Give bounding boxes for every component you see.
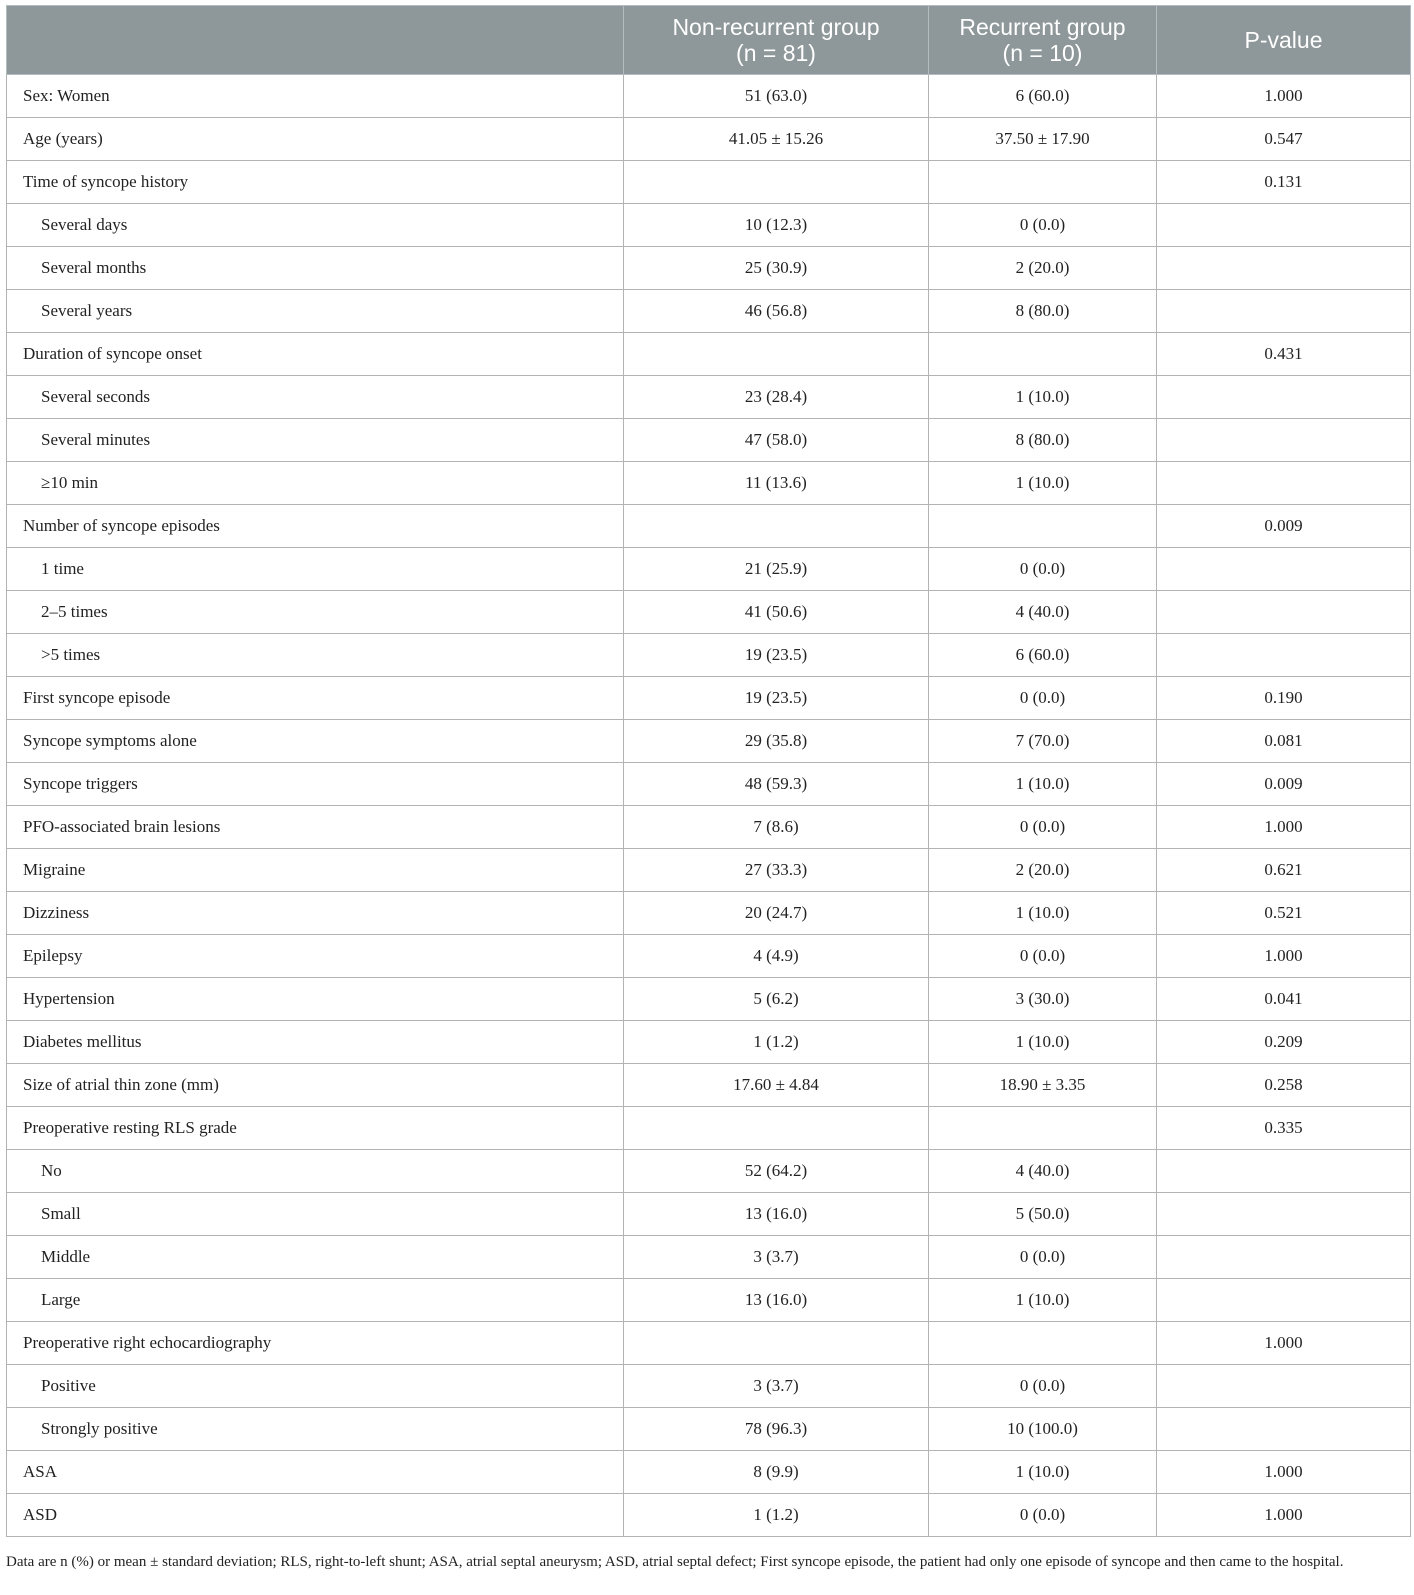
row-label: Time of syncope history bbox=[7, 161, 624, 204]
cell-nonrecurrent bbox=[624, 1322, 929, 1365]
table-header bbox=[7, 6, 1411, 75]
row-label: Syncope triggers bbox=[7, 763, 624, 806]
cell-p-value: 0.009 bbox=[1157, 763, 1411, 806]
cell-p-value: 0.621 bbox=[1157, 849, 1411, 892]
row-label: Age (years) bbox=[7, 118, 624, 161]
table-row bbox=[7, 1494, 1411, 1537]
cell-p-value: 1.000 bbox=[1157, 1494, 1411, 1537]
table-row bbox=[7, 1236, 1411, 1279]
cell-p-value bbox=[1157, 290, 1411, 333]
cell-recurrent: 0 (0.0) bbox=[929, 806, 1157, 849]
cell-p-value bbox=[1157, 548, 1411, 591]
header-recurrent-title: Recurrent group bbox=[959, 14, 1126, 40]
row-label: Dizziness bbox=[7, 892, 624, 935]
table-row bbox=[7, 806, 1411, 849]
cell-nonrecurrent: 21 (25.9) bbox=[624, 548, 929, 591]
header-nonrecurrent-title: Non-recurrent group bbox=[672, 14, 880, 40]
cell-nonrecurrent: 27 (33.3) bbox=[624, 849, 929, 892]
cell-nonrecurrent: 52 (64.2) bbox=[624, 1150, 929, 1193]
table-row bbox=[7, 118, 1411, 161]
row-label: Number of syncope episodes bbox=[7, 505, 624, 548]
table-row bbox=[7, 548, 1411, 591]
header-variable bbox=[7, 6, 624, 75]
row-label: >5 times bbox=[7, 634, 624, 677]
row-label: Preoperative right echocardiography bbox=[7, 1322, 624, 1365]
cell-nonrecurrent: 1 (1.2) bbox=[624, 1021, 929, 1064]
table-row bbox=[7, 75, 1411, 118]
table-row bbox=[7, 505, 1411, 548]
row-label: ≥10 min bbox=[7, 462, 624, 505]
cell-p-value: 0.009 bbox=[1157, 505, 1411, 548]
cell-recurrent: 5 (50.0) bbox=[929, 1193, 1157, 1236]
cell-recurrent: 37.50 ± 17.90 bbox=[929, 118, 1157, 161]
data-table-container bbox=[6, 5, 1410, 1537]
cell-recurrent bbox=[929, 1107, 1157, 1150]
cell-nonrecurrent: 4 (4.9) bbox=[624, 935, 929, 978]
row-label: Several months bbox=[7, 247, 624, 290]
row-label: PFO-associated brain lesions bbox=[7, 806, 624, 849]
cell-recurrent bbox=[929, 333, 1157, 376]
cell-recurrent: 0 (0.0) bbox=[929, 548, 1157, 591]
cell-p-value: 0.547 bbox=[1157, 118, 1411, 161]
table-row bbox=[7, 1150, 1411, 1193]
row-label: Size of atrial thin zone (mm) bbox=[7, 1064, 624, 1107]
table-row bbox=[7, 204, 1411, 247]
cell-nonrecurrent: 3 (3.7) bbox=[624, 1236, 929, 1279]
cell-nonrecurrent: 20 (24.7) bbox=[624, 892, 929, 935]
table-row bbox=[7, 720, 1411, 763]
cell-recurrent bbox=[929, 1322, 1157, 1365]
cell-nonrecurrent: 41 (50.6) bbox=[624, 591, 929, 634]
table-body bbox=[7, 75, 1411, 1537]
row-label: Sex: Women bbox=[7, 75, 624, 118]
cell-nonrecurrent: 3 (3.7) bbox=[624, 1365, 929, 1408]
cell-p-value: 0.258 bbox=[1157, 1064, 1411, 1107]
cell-p-value bbox=[1157, 204, 1411, 247]
cell-recurrent: 0 (0.0) bbox=[929, 1365, 1157, 1408]
table-row bbox=[7, 247, 1411, 290]
row-label: Preoperative resting RLS grade bbox=[7, 1107, 624, 1150]
cell-p-value bbox=[1157, 1408, 1411, 1451]
table-row bbox=[7, 1279, 1411, 1322]
cell-p-value: 0.190 bbox=[1157, 677, 1411, 720]
cell-nonrecurrent bbox=[624, 333, 929, 376]
row-label: Several seconds bbox=[7, 376, 624, 419]
table-row bbox=[7, 1064, 1411, 1107]
table-row bbox=[7, 161, 1411, 204]
cell-recurrent: 4 (40.0) bbox=[929, 591, 1157, 634]
table-row bbox=[7, 1107, 1411, 1150]
cell-recurrent: 8 (80.0) bbox=[929, 290, 1157, 333]
cell-p-value: 0.521 bbox=[1157, 892, 1411, 935]
cell-p-value: 1.000 bbox=[1157, 935, 1411, 978]
row-label: ASD bbox=[7, 1494, 624, 1537]
cell-p-value: 0.209 bbox=[1157, 1021, 1411, 1064]
cell-nonrecurrent: 8 (9.9) bbox=[624, 1451, 929, 1494]
cell-nonrecurrent: 11 (13.6) bbox=[624, 462, 929, 505]
table-row bbox=[7, 1021, 1411, 1064]
cell-nonrecurrent: 10 (12.3) bbox=[624, 204, 929, 247]
header-nonrecurrent-n: (n = 81) bbox=[736, 40, 816, 66]
table-row bbox=[7, 849, 1411, 892]
cell-recurrent: 7 (70.0) bbox=[929, 720, 1157, 763]
row-label: Strongly positive bbox=[7, 1408, 624, 1451]
cell-p-value: 0.081 bbox=[1157, 720, 1411, 763]
row-label: First syncope episode bbox=[7, 677, 624, 720]
row-label: Several years bbox=[7, 290, 624, 333]
table-row bbox=[7, 462, 1411, 505]
cell-p-value: 0.131 bbox=[1157, 161, 1411, 204]
cell-p-value: 1.000 bbox=[1157, 75, 1411, 118]
cell-nonrecurrent: 25 (30.9) bbox=[624, 247, 929, 290]
header-recurrent bbox=[929, 6, 1157, 75]
cell-recurrent: 6 (60.0) bbox=[929, 75, 1157, 118]
cell-nonrecurrent: 7 (8.6) bbox=[624, 806, 929, 849]
cell-p-value: 0.431 bbox=[1157, 333, 1411, 376]
row-label: Large bbox=[7, 1279, 624, 1322]
cell-p-value bbox=[1157, 462, 1411, 505]
row-label: Migraine bbox=[7, 849, 624, 892]
header-recurrent-n: (n = 10) bbox=[1002, 40, 1083, 66]
cell-p-value bbox=[1157, 1193, 1411, 1236]
cell-p-value: 1.000 bbox=[1157, 1451, 1411, 1494]
cell-nonrecurrent: 13 (16.0) bbox=[624, 1193, 929, 1236]
comparison-table bbox=[6, 5, 1411, 1537]
cell-nonrecurrent bbox=[624, 161, 929, 204]
row-label: 2–5 times bbox=[7, 591, 624, 634]
table-row bbox=[7, 1451, 1411, 1494]
cell-nonrecurrent: 5 (6.2) bbox=[624, 978, 929, 1021]
table-row bbox=[7, 1322, 1411, 1365]
cell-nonrecurrent: 29 (35.8) bbox=[624, 720, 929, 763]
table-row bbox=[7, 763, 1411, 806]
cell-recurrent: 0 (0.0) bbox=[929, 204, 1157, 247]
cell-recurrent: 3 (30.0) bbox=[929, 978, 1157, 1021]
table-row bbox=[7, 677, 1411, 720]
cell-recurrent bbox=[929, 505, 1157, 548]
cell-p-value bbox=[1157, 419, 1411, 462]
cell-p-value bbox=[1157, 1365, 1411, 1408]
table-row bbox=[7, 290, 1411, 333]
table-row bbox=[7, 1365, 1411, 1408]
cell-recurrent: 10 (100.0) bbox=[929, 1408, 1157, 1451]
cell-recurrent: 4 (40.0) bbox=[929, 1150, 1157, 1193]
cell-recurrent: 0 (0.0) bbox=[929, 935, 1157, 978]
cell-nonrecurrent: 47 (58.0) bbox=[624, 419, 929, 462]
cell-recurrent: 1 (10.0) bbox=[929, 1021, 1157, 1064]
cell-nonrecurrent bbox=[624, 505, 929, 548]
cell-recurrent: 0 (0.0) bbox=[929, 1236, 1157, 1279]
row-label: Duration of syncope onset bbox=[7, 333, 624, 376]
cell-p-value: 0.041 bbox=[1157, 978, 1411, 1021]
cell-recurrent: 8 (80.0) bbox=[929, 419, 1157, 462]
row-label: Middle bbox=[7, 1236, 624, 1279]
cell-nonrecurrent: 23 (28.4) bbox=[624, 376, 929, 419]
cell-p-value bbox=[1157, 1236, 1411, 1279]
row-label: Hypertension bbox=[7, 978, 624, 1021]
cell-p-value bbox=[1157, 1150, 1411, 1193]
cell-p-value: 1.000 bbox=[1157, 806, 1411, 849]
cell-nonrecurrent: 48 (59.3) bbox=[624, 763, 929, 806]
cell-nonrecurrent: 19 (23.5) bbox=[624, 677, 929, 720]
table-row bbox=[7, 1408, 1411, 1451]
cell-recurrent: 2 (20.0) bbox=[929, 247, 1157, 290]
table-row bbox=[7, 892, 1411, 935]
cell-recurrent bbox=[929, 161, 1157, 204]
row-label: No bbox=[7, 1150, 624, 1193]
cell-recurrent: 0 (0.0) bbox=[929, 677, 1157, 720]
cell-recurrent: 6 (60.0) bbox=[929, 634, 1157, 677]
cell-nonrecurrent: 46 (56.8) bbox=[624, 290, 929, 333]
table-row bbox=[7, 376, 1411, 419]
row-label: Several days bbox=[7, 204, 624, 247]
row-label: Small bbox=[7, 1193, 624, 1236]
table-row bbox=[7, 1193, 1411, 1236]
row-label: Epilepsy bbox=[7, 935, 624, 978]
cell-nonrecurrent: 1 (1.2) bbox=[624, 1494, 929, 1537]
cell-p-value bbox=[1157, 247, 1411, 290]
cell-recurrent: 18.90 ± 3.35 bbox=[929, 1064, 1157, 1107]
table-footnote: Data are n (%) or mean ± standard deviation; RLS, right-to-left shunt; ASA, atrial septal aneurysm; ASD, atrial septal defect; First syncope episode, the patient had only one episode of syncope and then came to the hospital. bbox=[6, 1554, 1344, 1570]
cell-p-value bbox=[1157, 1279, 1411, 1322]
cell-nonrecurrent: 17.60 ± 4.84 bbox=[624, 1064, 929, 1107]
cell-p-value bbox=[1157, 376, 1411, 419]
cell-recurrent: 1 (10.0) bbox=[929, 1279, 1157, 1322]
cell-recurrent: 1 (10.0) bbox=[929, 376, 1157, 419]
cell-recurrent: 0 (0.0) bbox=[929, 1494, 1157, 1537]
cell-nonrecurrent: 41.05 ± 15.26 bbox=[624, 118, 929, 161]
cell-nonrecurrent: 51 (63.0) bbox=[624, 75, 929, 118]
cell-nonrecurrent: 13 (16.0) bbox=[624, 1279, 929, 1322]
cell-p-value bbox=[1157, 591, 1411, 634]
table-row bbox=[7, 419, 1411, 462]
cell-p-value bbox=[1157, 634, 1411, 677]
table-row bbox=[7, 333, 1411, 376]
cell-recurrent: 1 (10.0) bbox=[929, 462, 1157, 505]
row-label: 1 time bbox=[7, 548, 624, 591]
cell-nonrecurrent bbox=[624, 1107, 929, 1150]
cell-p-value: 1.000 bbox=[1157, 1322, 1411, 1365]
cell-nonrecurrent: 78 (96.3) bbox=[624, 1408, 929, 1451]
cell-nonrecurrent: 19 (23.5) bbox=[624, 634, 929, 677]
row-label: ASA bbox=[7, 1451, 624, 1494]
table-row bbox=[7, 978, 1411, 1021]
row-label: Syncope symptoms alone bbox=[7, 720, 624, 763]
cell-p-value: 0.335 bbox=[1157, 1107, 1411, 1150]
table-row bbox=[7, 935, 1411, 978]
table-row bbox=[7, 591, 1411, 634]
header-p-value: P-value bbox=[1157, 6, 1411, 75]
cell-recurrent: 2 (20.0) bbox=[929, 849, 1157, 892]
cell-recurrent: 1 (10.0) bbox=[929, 763, 1157, 806]
cell-recurrent: 1 (10.0) bbox=[929, 892, 1157, 935]
row-label: Positive bbox=[7, 1365, 624, 1408]
row-label: Several minutes bbox=[7, 419, 624, 462]
table-row bbox=[7, 634, 1411, 677]
header-nonrecurrent bbox=[624, 6, 929, 75]
cell-recurrent: 1 (10.0) bbox=[929, 1451, 1157, 1494]
row-label: Diabetes mellitus bbox=[7, 1021, 624, 1064]
